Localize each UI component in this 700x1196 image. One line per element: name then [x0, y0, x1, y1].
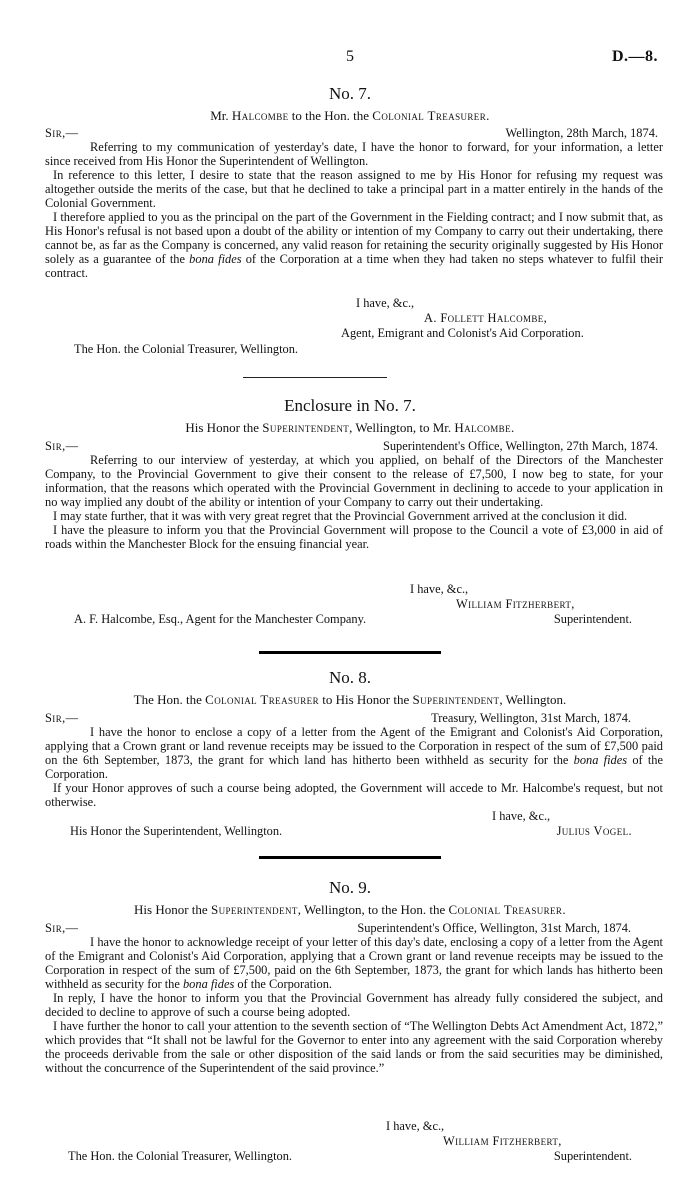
- closing: I have, &c.,: [386, 1119, 445, 1133]
- salutation: Sir,—: [45, 921, 79, 935]
- closing: I have, &c.,: [492, 809, 551, 823]
- signatory-name: William Fitzherbert,: [456, 597, 575, 611]
- salutation: Sir,—: [45, 711, 79, 725]
- letter-body-enclosure: [45, 453, 663, 551]
- signatory-name: A. Follett Halcombe,: [424, 311, 548, 325]
- section-divider: [243, 377, 387, 378]
- page-number: 5: [346, 48, 354, 65]
- salutation: Sir,—: [45, 126, 79, 140]
- section-title-no8: No. 8.: [328, 668, 372, 687]
- addressee: The Hon. the Colonial Treasurer, Wellington.: [68, 1149, 293, 1163]
- signatory-name: Julius Vogel.: [556, 824, 632, 838]
- signatory-name: William Fitzherbert,: [443, 1134, 562, 1148]
- letter-date: Superintendent's Office, Wellington, 27th March, 1874.: [382, 439, 658, 453]
- paragraph: If your Honor approves of such a course being adopted, the Government will accede to Mr. Halcombe's request, but not otherwise.: [45, 781, 663, 809]
- section-title-no9: No. 9.: [328, 878, 372, 897]
- section-subtitle-no7: Mr. Halcombe to the Hon. the Colonial Treasurer.: [210, 108, 490, 123]
- letter-date: Treasury, Wellington, 31st March, 1874.: [431, 711, 631, 725]
- signatory-title: Superintendent.: [553, 612, 632, 626]
- paragraph: I have the honor to enclose a copy of a letter from the Agent of the Emigrant and Colonist's Aid Corporation, applying that a Crown grant or land revenue receipts may be issued to the Corporation in respect of the sum of £7,500 paid on the 6th September, 1873, the grant for which land has hitherto been withheld as security for the bona fides of the Corporation.: [45, 725, 664, 781]
- paragraph: I therefore applied to you as the principal on the part of the Government in the Fielding contract; and I now submit that, as His Honor's refusal is not based upon a doubt of the ability or intention of my Company to carry out their undertaking, there cannot be, as far as the Company is concerned, any valid reason for retaining the security originally suggested by His Honor solely as a guarantee of the bona fides of the Corporation at a time when they had taken no steps whatever to fulfil their contract.: [45, 210, 663, 280]
- letter-body-no8: [45, 725, 663, 809]
- paragraph: I may state further, that it was with very great regret that the Provincial Government arrived at the conclusion it did.: [53, 509, 628, 523]
- paragraph: In reference to this letter, I desire to state that the reason assigned to me by His Honor for refusing my request was altogether outside the merits of the case, but that he declined to take a principal part in a matter entirely in the hands of the Colonial Government.: [45, 168, 663, 210]
- letter-body-no7: [45, 140, 663, 280]
- closing: I have, &c.,: [410, 582, 469, 596]
- document-reference: D.—8.: [611, 48, 658, 65]
- addressee: His Honor the Superintendent, Wellington.: [70, 824, 283, 838]
- paragraph: Referring to our interview of yesterday, at which you applied, on behalf of the Directors of the Manchester Company, to the Provincial Government to give their consent to the release of £7,500, I now beg to state, for your information, that the reasons which operated with the Provincial Government in declining to accede to your application in no way implied any doubt of the ability or intention of your Company to carry out their undertaking.: [45, 453, 663, 509]
- letter-body-no9: [45, 935, 663, 1075]
- section-title-no7: No. 7.: [328, 84, 372, 103]
- section-subtitle-enclosure: His Honor the Superintendent, Wellington, to Mr. Halcombe.: [185, 420, 515, 435]
- salutation: Sir,—: [45, 439, 79, 453]
- paragraph: In reply, I have the honor to inform you that the Provincial Government has already fully considered the subject, and decided to decline to approve of such a course being adopted.: [45, 991, 663, 1019]
- closing: I have, &c.,: [356, 296, 415, 310]
- paragraph: I have further the honor to call your attention to the seventh section of “The Wellington Debts Act Amendment Act, 1872,” which provides that “It shall not be lawful for the Governor to enter into any agreement with the said Corporation whereby the proceeds derivable from the sale or other disposition of the said lands or from the said securities may be diminished, without the concurrence of the Superintendent of the said province.”: [45, 1019, 663, 1075]
- addressee: The Hon. the Colonial Treasurer, Wellington.: [74, 342, 299, 356]
- section-subtitle-no8: The Hon. the Colonial Treasurer to His Honor the Superintendent, Wellington.: [133, 692, 567, 707]
- section-divider: [259, 856, 441, 859]
- letter-date: Superintendent's Office, Wellington, 31st March, 1874.: [357, 921, 631, 935]
- paragraph: I have the honor to acknowledge receipt of your letter of this day's date, enclosing a copy of a letter from the Agent of the Emigrant and Colonist's Aid Corporation, applying that a Crown grant or land revenue receipts may be issued to the Corporation in respect of the sum of £7,500, paid on the 6th September, 1873, the grant for which lands has hitherto been withheld as security for the bona fides of the Corporation.: [45, 935, 663, 991]
- section-subtitle-no9: His Honor the Superintendent, Wellington, to the Hon. the Colonial Treasurer.: [134, 902, 566, 917]
- letter-date: Wellington, 28th March, 1874.: [505, 126, 658, 140]
- paragraph: I have the pleasure to inform you that the Provincial Government will propose to the Council a vote of £3,000 in aid of roads within the Manchester Block for the ensuing financial year.: [45, 523, 663, 551]
- signatory-title: Agent, Emigrant and Colonist's Aid Corporation.: [341, 326, 584, 340]
- addressee: A. F. Halcombe, Esq., Agent for the Manchester Company.: [74, 612, 367, 626]
- section-title-enclosure: Enclosure in No. 7.: [284, 396, 416, 415]
- section-divider: [259, 651, 441, 654]
- paragraph: Referring to my communication of yesterday's date, I have the honor to forward, for your information, a letter since received from His Honor the Superintendent of Wellington.: [45, 140, 663, 168]
- signatory-title: Superintendent.: [553, 1149, 632, 1163]
